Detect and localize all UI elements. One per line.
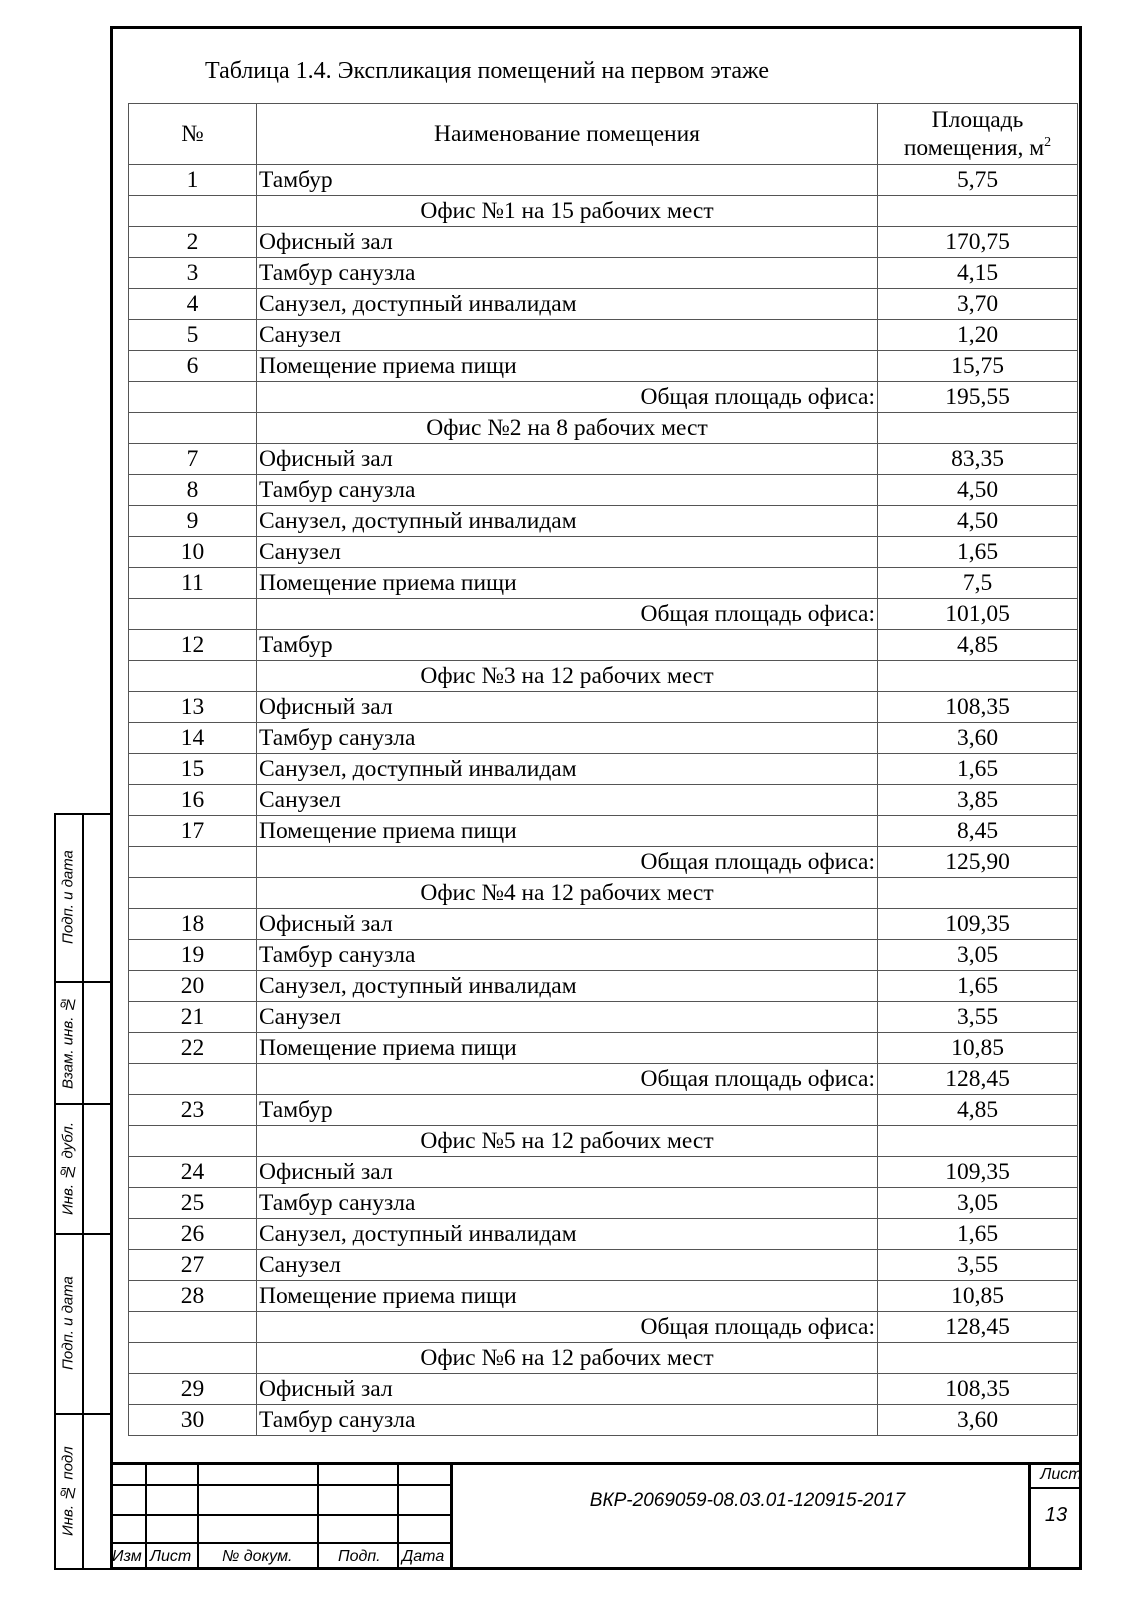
sheet-label: Лист <box>1040 1466 1082 1483</box>
table-body <box>129 165 1078 1436</box>
header-area <box>878 104 1078 165</box>
room-name: Санузел <box>257 1002 878 1033</box>
table-row <box>129 258 1078 289</box>
table-row <box>129 1188 1078 1219</box>
room-number: 16 <box>129 785 257 816</box>
office-total-label: Общая площадь офиса: <box>257 599 878 630</box>
room-number: 9 <box>129 506 257 537</box>
room-number: 12 <box>129 630 257 661</box>
tb-doc-num-label: № докум. <box>222 1548 293 1565</box>
room-name: Санузел, доступный инвалидам <box>257 754 878 785</box>
office-section-row <box>129 196 1078 227</box>
empty-cell <box>878 196 1078 227</box>
table-row <box>129 785 1078 816</box>
table-row <box>129 1374 1078 1405</box>
office-total-area: 128,45 <box>878 1064 1078 1095</box>
room-area: 1,65 <box>878 754 1078 785</box>
header-area-line2: помещения, м <box>903 135 1045 161</box>
side-stamp-label: Подп. и дата <box>59 1276 77 1370</box>
room-name: Тамбур санузла <box>257 723 878 754</box>
table-row <box>129 909 1078 940</box>
table-row <box>129 537 1078 568</box>
office-total-label: Общая площадь офиса: <box>257 1064 878 1095</box>
office-total-area: 125,90 <box>878 847 1078 878</box>
office-total-label: Общая площадь офиса: <box>257 847 878 878</box>
room-number: 6 <box>129 351 257 382</box>
empty-cell <box>129 382 257 413</box>
header-num: № <box>129 104 257 165</box>
tb-izm-label: Изм <box>112 1548 142 1565</box>
room-number: 20 <box>129 971 257 1002</box>
empty-cell <box>129 1312 257 1343</box>
table-header-row <box>129 104 1078 165</box>
office-section-row <box>129 1126 1078 1157</box>
room-area: 15,75 <box>878 351 1078 382</box>
room-name: Тамбур <box>257 1095 878 1126</box>
room-name: Санузел <box>257 1250 878 1281</box>
room-area: 3,60 <box>878 723 1078 754</box>
room-number: 3 <box>129 258 257 289</box>
room-name: Помещение приема пищи <box>257 816 878 847</box>
office-total-area: 101,05 <box>878 599 1078 630</box>
table-row <box>129 1219 1078 1250</box>
empty-cell <box>878 878 1078 909</box>
office-section-row <box>129 661 1078 692</box>
empty-cell <box>129 413 257 444</box>
office-total-label: Общая площадь офиса: <box>257 1312 878 1343</box>
room-area: 3,70 <box>878 289 1078 320</box>
table-row <box>129 506 1078 537</box>
room-number: 10 <box>129 537 257 568</box>
room-area: 4,85 <box>878 1095 1078 1126</box>
room-area: 4,50 <box>878 506 1078 537</box>
room-area: 109,35 <box>878 909 1078 940</box>
room-name: Помещение приема пищи <box>257 1281 878 1312</box>
tb-podp-label: Подп. <box>338 1548 381 1565</box>
room-name: Санузел, доступный инвалидам <box>257 1219 878 1250</box>
room-area: 7,5 <box>878 568 1078 599</box>
room-name: Помещение приема пищи <box>257 351 878 382</box>
office-section-title: Офис №4 на 12 рабочих мест <box>257 878 878 909</box>
room-area: 108,35 <box>878 692 1078 723</box>
room-number: 2 <box>129 227 257 258</box>
room-number: 28 <box>129 1281 257 1312</box>
room-name: Санузел, доступный инвалидам <box>257 971 878 1002</box>
side-stamp-label: Взам. инв. № <box>59 995 77 1089</box>
room-area: 1,65 <box>878 537 1078 568</box>
room-area: 3,05 <box>878 940 1078 971</box>
table-row <box>129 475 1078 506</box>
room-name: Офисный зал <box>257 1374 878 1405</box>
room-number: 15 <box>129 754 257 785</box>
room-name: Офисный зал <box>257 227 878 258</box>
room-name: Офисный зал <box>257 1157 878 1188</box>
empty-cell <box>878 661 1078 692</box>
room-number: 30 <box>129 1405 257 1436</box>
tb-list-label: Лист <box>150 1548 192 1565</box>
tb-data-label: Дата <box>402 1548 445 1565</box>
table-row <box>129 1033 1078 1064</box>
side-stamp-label: Инв. № дубл. <box>59 1121 77 1215</box>
office-section-title: Офис №2 на 8 рабочих мест <box>257 413 878 444</box>
empty-cell <box>129 878 257 909</box>
room-area: 3,60 <box>878 1405 1078 1436</box>
room-area: 10,85 <box>878 1281 1078 1312</box>
empty-cell <box>129 847 257 878</box>
table-row <box>129 444 1078 475</box>
empty-cell <box>129 1343 257 1374</box>
table-row <box>129 692 1078 723</box>
table-row <box>129 1002 1078 1033</box>
room-area: 10,85 <box>878 1033 1078 1064</box>
room-number: 26 <box>129 1219 257 1250</box>
room-number: 5 <box>129 320 257 351</box>
table-row <box>129 940 1078 971</box>
room-area: 109,35 <box>878 1157 1078 1188</box>
office-total-row <box>129 1064 1078 1095</box>
room-number: 18 <box>129 909 257 940</box>
room-name: Офисный зал <box>257 692 878 723</box>
office-section-title: Офис №5 на 12 рабочих мест <box>257 1126 878 1157</box>
office-total-row <box>129 599 1078 630</box>
room-area: 3,85 <box>878 785 1078 816</box>
room-name: Офисный зал <box>257 909 878 940</box>
empty-cell <box>129 1126 257 1157</box>
room-number: 29 <box>129 1374 257 1405</box>
room-number: 17 <box>129 816 257 847</box>
empty-cell <box>878 413 1078 444</box>
title-block <box>110 1462 1082 1570</box>
room-name: Помещение приема пищи <box>257 1033 878 1064</box>
room-name: Санузел, доступный инвалидам <box>257 506 878 537</box>
room-name: Санузел <box>257 785 878 816</box>
empty-cell <box>129 661 257 692</box>
office-section-title: Офис №3 на 12 рабочих мест <box>257 661 878 692</box>
room-area: 8,45 <box>878 816 1078 847</box>
office-total-row <box>129 382 1078 413</box>
side-stamp-label: Подп. и дата <box>59 850 77 944</box>
table-row <box>129 351 1078 382</box>
room-number: 14 <box>129 723 257 754</box>
office-section-title: Офис №6 на 12 рабочих мест <box>257 1343 878 1374</box>
room-area: 1,65 <box>878 1219 1078 1250</box>
room-name: Тамбур санузла <box>257 940 878 971</box>
room-name: Тамбур санузла <box>257 1405 878 1436</box>
room-area: 4,85 <box>878 630 1078 661</box>
table-row <box>129 630 1078 661</box>
room-number: 27 <box>129 1250 257 1281</box>
room-name: Тамбур санузла <box>257 475 878 506</box>
empty-cell <box>129 196 257 227</box>
table-row <box>129 816 1078 847</box>
office-total-row <box>129 1312 1078 1343</box>
sheet-number: 13 <box>1044 1504 1068 1526</box>
room-number: 1 <box>129 165 257 196</box>
table-row <box>129 1095 1078 1126</box>
room-name: Тамбур санузла <box>257 1188 878 1219</box>
header-area-line1: Площадь <box>931 107 1024 133</box>
room-name: Тамбур <box>257 165 878 196</box>
room-name: Санузел, доступный инвалидам <box>257 289 878 320</box>
room-number: 25 <box>129 1188 257 1219</box>
room-area: 3,55 <box>878 1002 1078 1033</box>
room-number: 7 <box>129 444 257 475</box>
document-code: ВКР-2069059-08.03.01-120915-2017 <box>589 1490 906 1511</box>
room-name: Тамбур <box>257 630 878 661</box>
table-row <box>129 971 1078 1002</box>
room-area: 1,65 <box>878 971 1078 1002</box>
empty-cell <box>878 1343 1078 1374</box>
empty-cell <box>129 1064 257 1095</box>
room-name: Офисный зал <box>257 444 878 475</box>
room-area: 4,15 <box>878 258 1078 289</box>
table-row <box>129 227 1078 258</box>
room-area: 1,20 <box>878 320 1078 351</box>
office-section-row <box>129 1343 1078 1374</box>
office-section-row <box>129 413 1078 444</box>
table-row <box>129 1281 1078 1312</box>
room-name: Тамбур санузла <box>257 258 878 289</box>
table-caption: Таблица 1.4. Экспликация помещений на первом этаже <box>205 58 769 84</box>
room-number: 23 <box>129 1095 257 1126</box>
room-area: 3,05 <box>878 1188 1078 1219</box>
room-number: 21 <box>129 1002 257 1033</box>
room-number: 22 <box>129 1033 257 1064</box>
header-name: Наименование помещения <box>257 104 878 165</box>
room-number: 4 <box>129 289 257 320</box>
room-area: 108,35 <box>878 1374 1078 1405</box>
room-number: 8 <box>129 475 257 506</box>
room-area: 4,50 <box>878 475 1078 506</box>
side-stamp <box>54 813 110 1570</box>
empty-cell <box>129 599 257 630</box>
office-total-area: 128,45 <box>878 1312 1078 1343</box>
room-name: Помещение приема пищи <box>257 568 878 599</box>
table-row <box>129 165 1078 196</box>
table-row <box>129 1405 1078 1436</box>
room-area: 3,55 <box>878 1250 1078 1281</box>
header-area-sup: 2 <box>1044 135 1052 151</box>
office-total-label: Общая площадь офиса: <box>257 382 878 413</box>
room-number: 13 <box>129 692 257 723</box>
room-area: 170,75 <box>878 227 1078 258</box>
room-name: Санузел <box>257 320 878 351</box>
side-stamp-label: Инв. № подл <box>59 1446 77 1537</box>
room-number: 24 <box>129 1157 257 1188</box>
room-area: 5,75 <box>878 165 1078 196</box>
explication-table <box>128 103 1078 1436</box>
office-total-area: 195,55 <box>878 382 1078 413</box>
table-row <box>129 1157 1078 1188</box>
table-row <box>129 754 1078 785</box>
office-total-row <box>129 847 1078 878</box>
office-section-title: Офис №1 на 15 рабочих мест <box>257 196 878 227</box>
room-number: 19 <box>129 940 257 971</box>
room-name: Санузел <box>257 537 878 568</box>
table-row <box>129 1250 1078 1281</box>
empty-cell <box>878 1126 1078 1157</box>
table-row <box>129 723 1078 754</box>
room-number: 11 <box>129 568 257 599</box>
office-section-row <box>129 878 1078 909</box>
table-row <box>129 289 1078 320</box>
table-row <box>129 568 1078 599</box>
table-row <box>129 320 1078 351</box>
room-area: 83,35 <box>878 444 1078 475</box>
